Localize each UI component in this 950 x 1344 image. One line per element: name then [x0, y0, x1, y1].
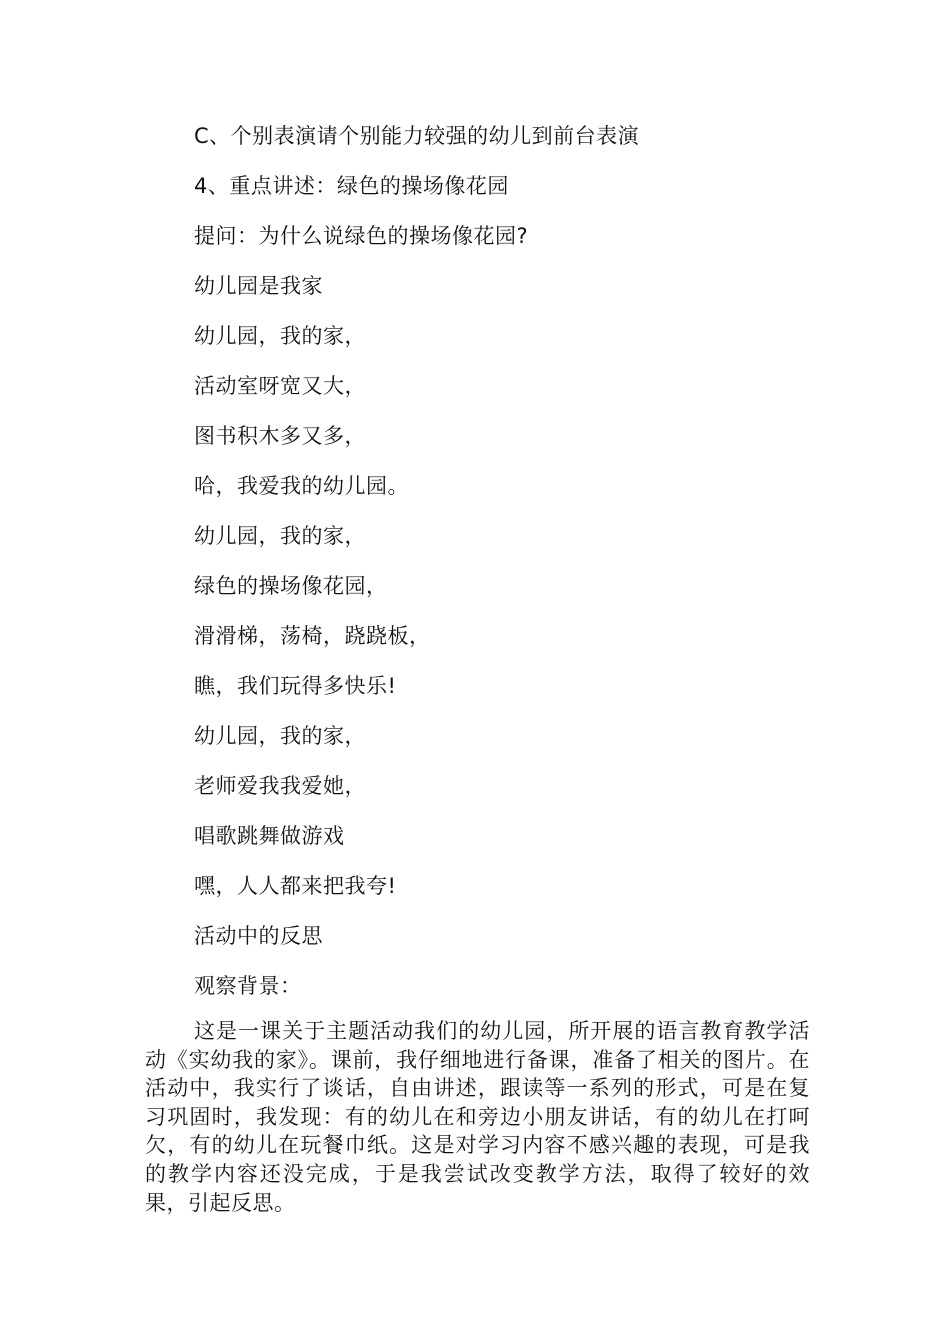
text-line-key-point: 4、重点讲述：绿色的操场像花园	[194, 174, 509, 198]
poem-line: 幼儿园，我的家，	[194, 524, 366, 548]
poem-line: 滑滑梯，荡椅，跷跷板，	[194, 624, 431, 648]
poem-line: 活动室呀宽又大，	[194, 374, 366, 398]
poem-line: 嘿，人人都来把我夸!	[194, 874, 397, 898]
poem-title: 幼儿园是我家	[194, 274, 323, 298]
background-paragraph: 这是一课关于主题活动我们的幼儿园，所开展的语言教育教学活动《实幼我的家》。课前，我仔细地进行备课，准备了相关的图片。在活动中，我实行了谈话，自由讲述，跟读等一系列的形式，可是在复习巩固时，我发现：有的幼儿在和旁边小朋友讲话，有的幼儿在打呵欠，有的幼儿在玩餐巾纸。这是对学习内容不感兴趣的表现，可是我的教学内容还没完成，于是我尝试改变教学方法，取得了较好的效果，引起反思。	[145, 1019, 810, 1215]
poem-line: 瞧，我们玩得多快乐!	[194, 674, 397, 698]
text-line-performance: C、个别表演请个别能力较强的幼儿到前台表演	[194, 124, 640, 148]
poem-line: 老师爱我我爱她，	[194, 774, 366, 798]
section-heading-background: 观察背景：	[194, 974, 302, 998]
poem-line: 幼儿园，我的家，	[194, 724, 366, 748]
poem-line: 绿色的操场像花园，	[194, 574, 388, 598]
text-line-question: 提问：为什么说绿色的操场像花园?	[194, 224, 529, 248]
section-heading-reflection: 活动中的反思	[194, 924, 323, 948]
poem-line: 图书积木多又多，	[194, 424, 366, 448]
poem-line: 幼儿园，我的家，	[194, 324, 366, 348]
poem-line: 唱歌跳舞做游戏	[194, 824, 345, 848]
poem-line: 哈，我爱我的幼儿园。	[194, 474, 409, 498]
